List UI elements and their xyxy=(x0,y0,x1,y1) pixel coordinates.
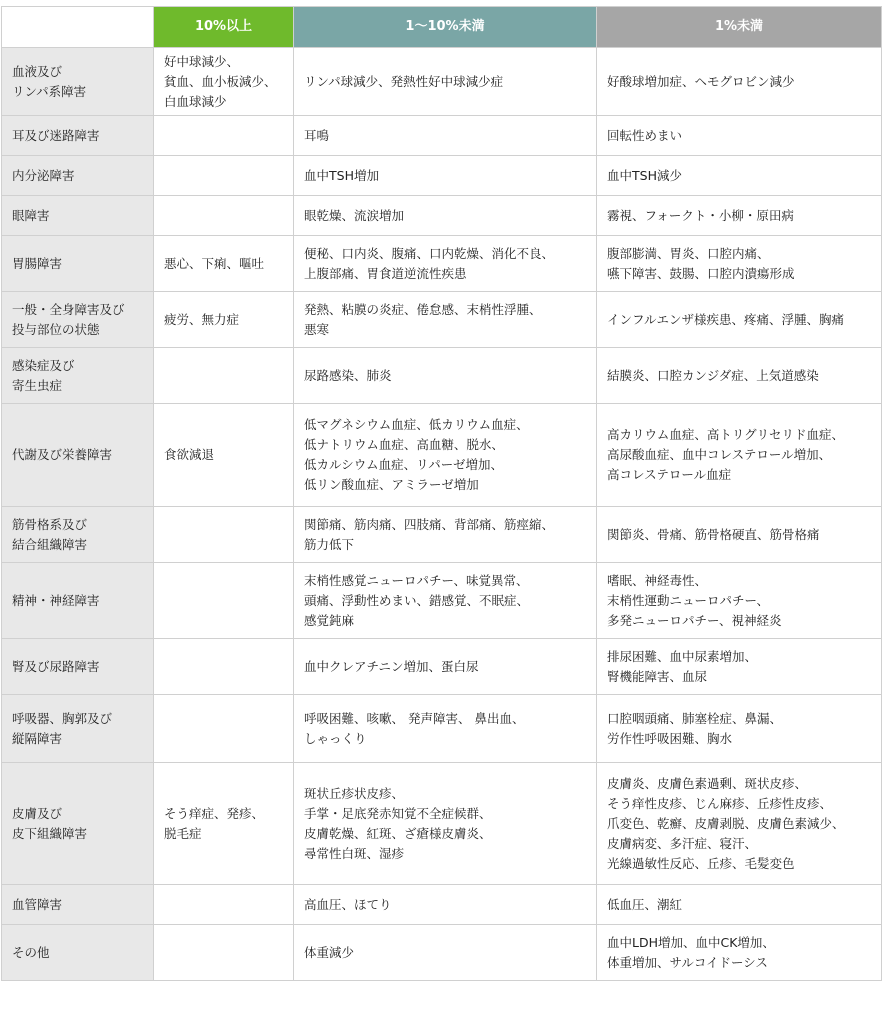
cell-10-percent-or-more xyxy=(154,639,294,695)
header-1-to-10-percent: 1〜10%未満 xyxy=(294,7,597,48)
cell-10-percent-or-more xyxy=(154,116,294,156)
cell-10-percent-or-more: そう痒症、発疹、 脱毛症 xyxy=(154,763,294,885)
cell-10-percent-or-more xyxy=(154,885,294,925)
row-category: 血管障害 xyxy=(2,885,154,925)
cell-1-to-10-percent: 末梢性感覚ニューロパチー、味覚異常、 頭痛、浮動性めまい、錯感覚、不眠症、 感覚鈍麻 xyxy=(294,563,597,639)
row-category: その他 xyxy=(2,925,154,981)
cell-1-to-10-percent: 血中クレアチニン増加、蛋白尿 xyxy=(294,639,597,695)
header-under-1-percent: 1%未満 xyxy=(597,7,882,48)
table-row xyxy=(2,348,882,404)
cell-under-1-percent: 結膜炎、口腔カンジダ症、上気道感染 xyxy=(597,348,882,404)
cell-under-1-percent: 血中TSH減少 xyxy=(597,156,882,196)
table-row xyxy=(2,763,882,885)
cell-1-to-10-percent: 関節痛、筋肉痛、四肢痛、背部痛、筋痙縮、 筋力低下 xyxy=(294,507,597,563)
cell-under-1-percent: 高カリウム血症、高トリグリセリド血症、 高尿酸血症、血中コレステロール増加、 高コレステロール血症 xyxy=(597,404,882,507)
cell-1-to-10-percent: 血中TSH増加 xyxy=(294,156,597,196)
row-category: 皮膚及び 皮下組織障害 xyxy=(2,763,154,885)
cell-under-1-percent: 好酸球増加症、ヘモグロビン減少 xyxy=(597,48,882,116)
cell-10-percent-or-more xyxy=(154,156,294,196)
adverse-reactions-table xyxy=(1,6,882,981)
row-category: 腎及び尿路障害 xyxy=(2,639,154,695)
cell-1-to-10-percent: リンパ球減少、発熱性好中球減少症 xyxy=(294,48,597,116)
table-row xyxy=(2,116,882,156)
table-row xyxy=(2,196,882,236)
row-category: 感染症及び 寄生虫症 xyxy=(2,348,154,404)
row-category: 内分泌障害 xyxy=(2,156,154,196)
table-row xyxy=(2,695,882,763)
cell-10-percent-or-more xyxy=(154,196,294,236)
table-row xyxy=(2,236,882,292)
row-category: 眼障害 xyxy=(2,196,154,236)
row-category: 筋骨格系及び 結合組織障害 xyxy=(2,507,154,563)
cell-under-1-percent: 腹部膨満、胃炎、口腔内痛、 嚥下障害、鼓腸、口腔内潰瘍形成 xyxy=(597,236,882,292)
cell-under-1-percent: 低血圧、潮紅 xyxy=(597,885,882,925)
table-row xyxy=(2,639,882,695)
cell-10-percent-or-more xyxy=(154,507,294,563)
header-blank xyxy=(2,7,154,48)
cell-10-percent-or-more: 悪心、下痢、嘔吐 xyxy=(154,236,294,292)
cell-under-1-percent: 霧視、フォークト・小柳・原田病 xyxy=(597,196,882,236)
cell-1-to-10-percent: 呼吸困難、咳嗽、 発声障害、 鼻出血、 しゃっくり xyxy=(294,695,597,763)
table-row xyxy=(2,885,882,925)
table-row xyxy=(2,156,882,196)
cell-1-to-10-percent: 耳鳴 xyxy=(294,116,597,156)
row-category: 血液及び リンパ系障害 xyxy=(2,48,154,116)
cell-under-1-percent: 回転性めまい xyxy=(597,116,882,156)
cell-1-to-10-percent: 低マグネシウム血症、低カリウム血症、 低ナトリウム血症、高血糖、脱水、 低カルシウム血症、リパーゼ増加、 低リン酸血症、アミラーゼ増加 xyxy=(294,404,597,507)
cell-1-to-10-percent: 高血圧、ほてり xyxy=(294,885,597,925)
row-category: 代謝及び栄養障害 xyxy=(2,404,154,507)
cell-under-1-percent: 嗜眠、神経毒性、 末梢性運動ニューロパチー、 多発ニューロパチー、視神経炎 xyxy=(597,563,882,639)
row-category: 胃腸障害 xyxy=(2,236,154,292)
cell-under-1-percent: 口腔咽頭痛、肺塞栓症、鼻漏、 労作性呼吸困難、胸水 xyxy=(597,695,882,763)
header-row xyxy=(2,7,882,48)
cell-under-1-percent: 皮膚炎、皮膚色素過剰、斑状皮疹、 そう痒性皮疹、じん麻疹、丘疹性皮疹、 爪変色、乾癬、皮膚剥脱、皮膚色素減少、 皮膚病変、多汗症、寝汗、 光線過敏性反応、丘疹、毛髪変色 xyxy=(597,763,882,885)
table-row xyxy=(2,48,882,116)
header-10-percent-or-more: 10%以上 xyxy=(154,7,294,48)
cell-1-to-10-percent: 眼乾燥、流涙増加 xyxy=(294,196,597,236)
cell-under-1-percent: 血中LDH増加、血中CK増加、 体重増加、サルコイドーシス xyxy=(597,925,882,981)
cell-1-to-10-percent: 斑状丘疹状皮疹、 手掌・足底発赤知覚不全症候群、 皮膚乾燥、紅斑、ざ瘡様皮膚炎、 尋常性白斑、湿疹 xyxy=(294,763,597,885)
cell-1-to-10-percent: 発熱、粘膜の炎症、倦怠感、末梢性浮腫、 悪寒 xyxy=(294,292,597,348)
cell-10-percent-or-more xyxy=(154,925,294,981)
row-category: 一般・全身障害及び 投与部位の状態 xyxy=(2,292,154,348)
cell-10-percent-or-more xyxy=(154,695,294,763)
cell-10-percent-or-more xyxy=(154,563,294,639)
cell-under-1-percent: インフルエンザ様疾患、疼痛、浮腫、胸痛 xyxy=(597,292,882,348)
table-row xyxy=(2,292,882,348)
row-category: 耳及び迷路障害 xyxy=(2,116,154,156)
cell-10-percent-or-more: 食欲減退 xyxy=(154,404,294,507)
cell-1-to-10-percent: 便秘、口内炎、腹痛、口内乾燥、消化不良、 上腹部痛、胃食道逆流性疾患 xyxy=(294,236,597,292)
table-row xyxy=(2,563,882,639)
row-category: 精神・神経障害 xyxy=(2,563,154,639)
cell-under-1-percent: 排尿困難、血中尿素増加、 腎機能障害、血尿 xyxy=(597,639,882,695)
table-row xyxy=(2,507,882,563)
cell-10-percent-or-more: 好中球減少、 貧血、血小板減少、 白血球減少 xyxy=(154,48,294,116)
table-row xyxy=(2,925,882,981)
cell-10-percent-or-more xyxy=(154,348,294,404)
cell-under-1-percent: 関節炎、骨痛、筋骨格硬直、筋骨格痛 xyxy=(597,507,882,563)
cell-10-percent-or-more: 疲労、無力症 xyxy=(154,292,294,348)
row-category: 呼吸器、胸郭及び 縦隔障害 xyxy=(2,695,154,763)
cell-1-to-10-percent: 尿路感染、肺炎 xyxy=(294,348,597,404)
cell-1-to-10-percent: 体重減少 xyxy=(294,925,597,981)
table-row xyxy=(2,404,882,507)
